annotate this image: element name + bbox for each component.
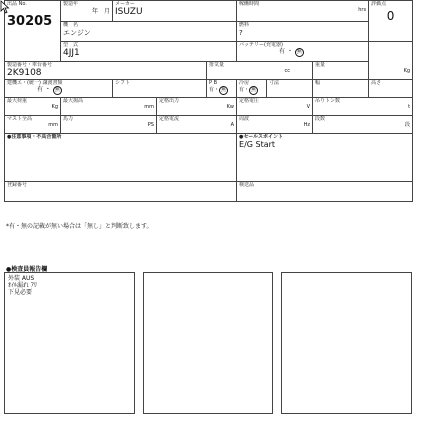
width-label: 幅 <box>315 80 321 86</box>
serial-value: 2K9108 <box>7 68 42 78</box>
year-cell <box>61 1 113 22</box>
hours-label: 稼働時間 <box>239 1 260 7</box>
inspector-note-line: 下見必要 <box>8 289 33 296</box>
frequency-cell <box>237 116 313 134</box>
maker-value: ISUZU <box>115 7 143 17</box>
mast-label: マスト全高 <box>7 116 33 122</box>
score-cell <box>369 1 413 42</box>
max-height-unit: mm <box>144 104 154 110</box>
frequency-unit: Hz <box>303 122 311 128</box>
machine-name-label: 機 名 <box>63 22 79 28</box>
battery-selected: 無 <box>296 49 302 55</box>
horsepower-unit: PS <box>147 122 154 128</box>
max-height-cell <box>61 98 157 116</box>
hoist-cell <box>313 98 413 116</box>
model-cell <box>61 42 237 62</box>
hours-cell <box>237 1 369 22</box>
inspector-box-3 <box>281 272 412 414</box>
disclaimer-note: *有・無の記載が無い場合は「無し」と判断致します。 <box>6 223 153 230</box>
shift-cell <box>113 80 207 98</box>
inspector-box-1 <box>4 272 135 414</box>
auction-sheet <box>2 0 418 420</box>
lot-number-cell <box>5 1 61 62</box>
cab-docs-label: 建機エ・(統一) 譲渡書類 <box>7 80 63 86</box>
stages-cell <box>313 116 413 134</box>
model-value: 4JJ1 <box>63 48 80 58</box>
cab-docs-options: 有 ・ <box>37 86 51 93</box>
battery-label: バッテリー(充電器) <box>239 42 283 48</box>
displacement-label: 排気量 <box>209 62 225 68</box>
vehicle-info-table <box>4 0 413 202</box>
ac-label: 冷房 <box>239 80 250 86</box>
height-label: 高さ <box>371 80 382 86</box>
sales-point-text: E/G Start <box>239 140 276 149</box>
displacement-unit: cc <box>284 68 291 74</box>
inspector-box-2 <box>143 272 274 414</box>
horsepower-cell <box>61 116 157 134</box>
pb-selected: 無 <box>221 87 227 93</box>
sales-point-label: ●セールスポイント <box>239 134 283 140</box>
registration-cell <box>5 182 237 202</box>
maker-label: メーカー <box>115 1 135 7</box>
width-cell <box>313 80 369 98</box>
inspector-section-title: ●検査員報告欄 <box>6 266 48 273</box>
size-cell <box>267 80 313 98</box>
score-value: 0 <box>386 9 395 23</box>
fuel-value: ? <box>239 29 243 37</box>
weight-cell <box>313 62 413 80</box>
ac-selected: 無 <box>251 87 257 93</box>
rated-current-cell <box>157 116 237 134</box>
lot-no-label: 出品 No. <box>7 1 27 7</box>
rated-output-label: 定格出力 <box>159 98 180 104</box>
horsepower-label: 馬力 <box>63 116 74 122</box>
ac-options: 有・ <box>239 87 250 93</box>
rated-voltage-label: 定格電圧 <box>239 98 260 104</box>
height-cell <box>369 80 413 98</box>
stages-label: 段数 <box>315 116 326 122</box>
fuel-cell <box>237 22 369 42</box>
rated-output-unit: Kw <box>226 104 235 110</box>
inspector-note-line: ｵｲﾙ漏れ ｱﾘ <box>8 282 37 289</box>
delivery-label: 検送品 <box>239 182 255 188</box>
inspector-note-line: 外装 AUS <box>8 275 35 282</box>
rated-voltage-cell <box>237 98 313 116</box>
score-label: 評価点 <box>371 1 387 7</box>
mast-unit: mm <box>48 122 58 128</box>
machine-name: エンジン <box>63 29 91 37</box>
pb-cell <box>207 80 237 98</box>
cab-docs-selected: 無 <box>54 87 60 93</box>
mast-cell <box>5 116 61 134</box>
cab-docs-cell <box>5 80 113 98</box>
rated-output-cell <box>157 98 237 116</box>
max-load-unit: Kg <box>51 104 58 110</box>
rated-voltage-unit: V <box>306 104 311 110</box>
max-load-cell <box>5 98 61 116</box>
max-load-label: 最大荷重 <box>7 98 28 104</box>
maker-cell <box>113 1 237 22</box>
defects-label: ●注意事項・不具合箇所 <box>7 134 62 140</box>
mouse-pointer-icon <box>0 0 10 14</box>
hoist-unit: t <box>408 104 411 110</box>
battery-cell <box>237 42 369 62</box>
max-height-label: 最大揚高 <box>63 98 84 104</box>
fuel-label: 燃料 <box>239 22 250 28</box>
inspector-boxes <box>4 272 412 414</box>
weight-label: 重量 <box>315 62 326 68</box>
hoist-label: 吊りトン数 <box>315 98 341 104</box>
sales-point-cell <box>237 134 413 182</box>
frequency-label: 周波 <box>239 116 250 122</box>
stages-unit: 段 <box>405 122 411 128</box>
hours-unit: hrs <box>358 7 367 13</box>
delivery-cell <box>237 182 413 202</box>
serial-label: 製造番号・車台番号 <box>7 62 53 68</box>
registration-label: 登録番号 <box>7 182 28 188</box>
year-value: 年 月 <box>91 8 110 15</box>
ac-cell <box>237 80 267 98</box>
size-label: 寸法 <box>269 80 280 86</box>
rated-current-unit: A <box>230 122 235 128</box>
rated-current-label: 定格電流 <box>159 116 180 122</box>
pb-options: 有・ <box>209 87 220 93</box>
pb-label: P B <box>209 80 218 86</box>
battery-options: 有 ・ <box>279 48 293 55</box>
model-label: 型 式 <box>63 42 79 48</box>
shift-label: シフト <box>115 80 131 86</box>
lot-number: 30205 <box>7 14 53 29</box>
defects-cell <box>5 134 237 182</box>
displacement-cell <box>207 62 313 80</box>
year-label: 製造年 <box>63 1 79 7</box>
machine-name-cell <box>61 22 237 42</box>
serial-cell <box>5 62 207 80</box>
weight-unit: Kg <box>403 68 411 74</box>
